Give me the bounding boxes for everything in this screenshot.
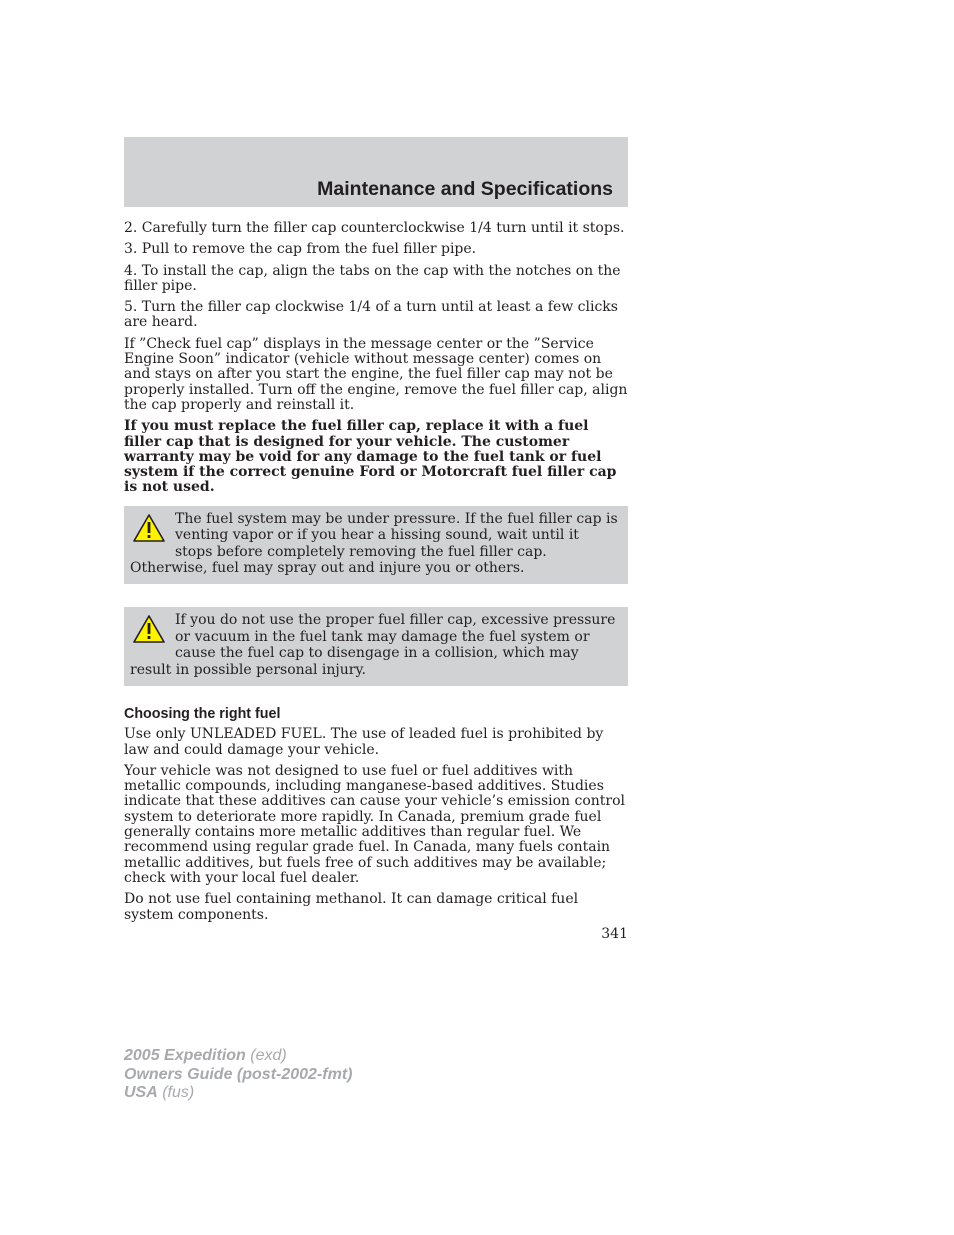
section-header-bar: [124, 137, 628, 207]
page-content: [124, 221, 628, 929]
footer-market-code: (fus): [157, 1084, 195, 1101]
section-title: Maintenance and Specifications: [317, 178, 613, 200]
footer-guide: Owners Guide (post-2002-fmt): [124, 1065, 353, 1083]
warning-triangle-icon: [132, 513, 166, 543]
footer-market: USA: [124, 1084, 158, 1101]
document-footer: [124, 1047, 352, 1103]
step-4: 4. To install the cap, align the tabs on the cap with the notches on the filler pipe.: [124, 262, 621, 294]
footer-line-model: [124, 1047, 352, 1066]
replace-cap-warning-paragraph: If you must replace the fuel filler cap, replace it with a fuel filler cap that is designed for your vehicle. The customer warranty may be void for any damage to the fuel tank or fuel system if the correct genuine Ford or Motorcraft fuel filler cap is not used.: [124, 418, 617, 496]
unleaded-fuel-paragraph: Use only UNLEADED FUEL. The use of leaded fuel is prohibited by law and could damage your vehicle.: [124, 726, 604, 758]
subsection-title: Choosing the right fuel: [124, 706, 281, 722]
warning-triangle-icon: [132, 614, 166, 644]
check-fuel-cap-paragraph: If ”Check fuel cap” displays in the message center or the ”Service Engine Soon” indicator (vehicle without message center) comes on and stays on after you start the engine, the fuel filler cap may not be properly installed. Turn off the engine, remove the fuel filler cap, align the cap properly and reinstall it.: [124, 335, 628, 413]
page-number: 341: [601, 926, 628, 942]
warning-text: The fuel system may be under pressure. If the fuel filler cap is venting vapor or if you hear a hissing sound, wait until it stops before completely removing the fuel filler cap. Otherwise, fuel may spray out and injure you or others.: [130, 510, 618, 576]
step-2: 2. Carefully turn the filler cap counterclockwise 1/4 turn until it stops.: [124, 220, 625, 236]
footer-line-market: [124, 1084, 352, 1103]
warning-text: If you do not use the proper fuel filler cap, excessive pressure or vacuum in the fuel tank may damage the fuel system or cause the fuel cap to disengage in a collision, which may result in possible personal injury.: [130, 612, 616, 678]
step-5: 5. Turn the filler cap clockwise 1/4 of a turn until at least a few clicks are heard.: [124, 299, 618, 331]
step-3: 3. Pull to remove the cap from the fuel filler pipe.: [124, 241, 477, 258]
footer-model: 2005 Expedition: [124, 1047, 246, 1064]
methanol-paragraph: Do not use fuel containing methanol. It can damage critical fuel system components.: [124, 891, 579, 923]
warning-box-pressure: [124, 506, 628, 585]
footer-model-code: (exd): [245, 1047, 287, 1064]
metallic-additives-paragraph: Your vehicle was not designed to use fuel or fuel additives with metallic compounds, including manganese-based additives. Studies indicate that these additives can cause your vehicle’s emission control system to deteriorate more rapidly. In Canada, premium grade fuel generally contains more metallic additives than regular fuel. We recommend using regular grade fuel. In Canada, many fuels contain metallic additives, but fuels free of such additives may be available; check with your local fuel dealer.: [124, 762, 626, 886]
footer-line-guide: [124, 1066, 352, 1085]
warning-box-proper-cap: [124, 607, 628, 686]
